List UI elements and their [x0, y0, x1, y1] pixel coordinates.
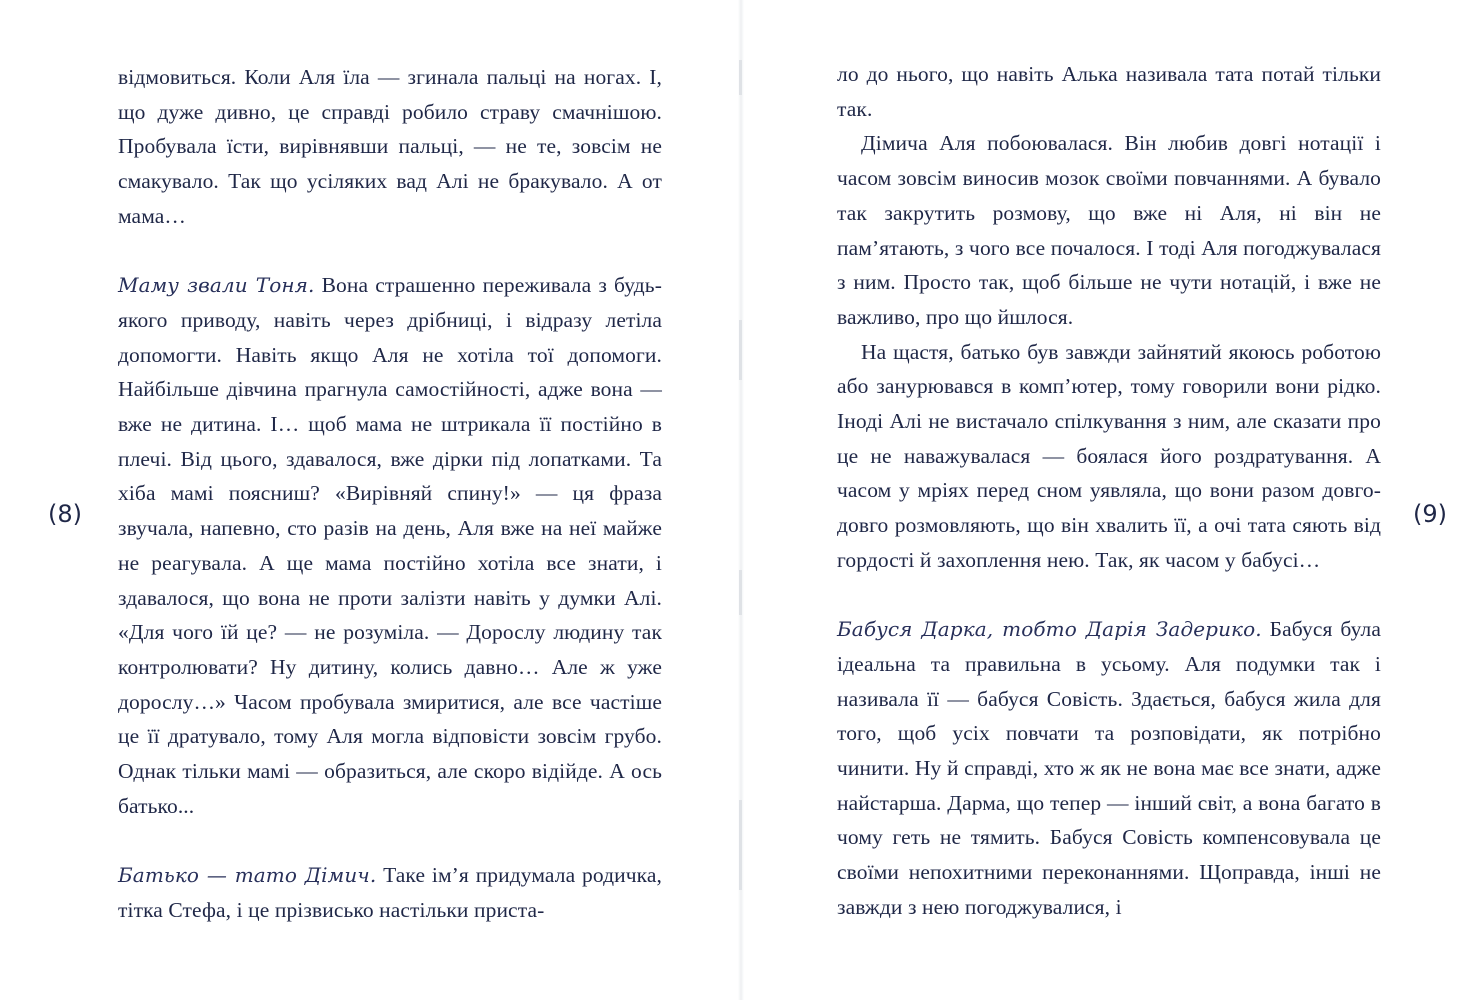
page-number: (9): [1413, 500, 1447, 528]
paragraph: На щастя, батько був завжди зайнятий якоюсь роботою або занурювався в комп’ютер, тому говорили вони рідко. Іноді Алі не вистачало спілкування з ним, але сказати про це не наважувалася — боялася його роздратування. А часом у мріях перед сном уявляла, що вони разом довго-довго розмовляють, що він хвалить її, а очі тата сяють від гордості й захоплення нею. Так, як часом у бабусі…: [837, 339, 1381, 572]
section-heading: Батько — тато Дімич.: [118, 863, 377, 888]
right-page: [741, 0, 1482, 1000]
paragraph: [837, 612, 1381, 924]
left-page-text: [118, 60, 662, 928]
paragraph: [118, 858, 662, 927]
paragraph: [118, 268, 662, 823]
paragraph: відмовиться. Коли Аля їла — згинала пальці на ногах. І, що дуже дивно, це справді робило страву смачнішою. Пробувала їсти, вирівнявши пальці, — не те, зовсім не смакувало. Так що усіляких вад Алі не бракувало. А от мама…: [118, 65, 662, 228]
section-heading: Маму звали Тоня.: [118, 273, 315, 298]
paragraph-text: Бабуся була ідеальна та правильна в усьому. Аля подумки так і називала її — бабуся Совість. Здається, бабуся жила для того, щоб усіх повчати та розповідати, як потрібно чинити. Ну й справді, хто ж як не вона має все знати, адже найстарша. Дарма, що тепер — інший світ, а вона багато в чому геть не тямить. Бабуся Совість компенсовувала це своїми непохитними переконаннями. Щоправда, інші не завжди з нею погоджувалися, і: [837, 617, 1381, 919]
paragraph-text: Вона страшенно переживала з будь-якого приводу, навіть через дрібниці, і відразу летіла допомогти. Навіть якщо Аля не хотіла тої допомоги. Найбільше дівчина прагнула самостійності, адже вона — вже не дитина. І… щоб мама не штрикала її постійно в плечі. Від цього, здавалося, вже дірки під лопатками. Та хіба мамі поясниш? «Вирівняй спину!» — ця фраза звучала, напевно, сто разів на день, Аля вже на неї майже не реагувала. А ще мама постійно хотіла все знати, і здавалося, що вона не проти залізти навіть у думки Алі. «Для чого їй це? — не розуміла. — Дорослу людину так контролювати? Ну дитину, колись давно… Але ж уже дорослу…» Часом пробувала змиритися, але все частіше це її дратувало, тому Аля могла відповісти зовсім грубо. Однак тільки мамі — образиться, але скоро відійде. А ось батько...: [118, 273, 662, 818]
section-heading: Бабуся Дарка, тобто Дарія Задерико.: [837, 617, 1262, 642]
paragraph: ло до нього, що навіть Алька називала тата потай тільки так.: [837, 62, 1381, 121]
paragraph-text: Таке ім’я придумала родичка, тітка Стефа, і це прізвисько настільки приста-: [118, 863, 662, 922]
right-page-text: [837, 57, 1381, 925]
page-number: (8): [48, 500, 82, 528]
paragraph: Дімича Аля побоювалася. Він любив довгі нотації і часом зовсім виносив мозок своїми повчаннями. А бувало так закрутить розмову, що вже ні Аля, ні він не пам’ятають, з чого все почалося. І тоді Аля погоджувалася з ним. Просто так, щоб більше не чути нотацій, і вже не важливо, про що йшлося.: [837, 131, 1381, 329]
